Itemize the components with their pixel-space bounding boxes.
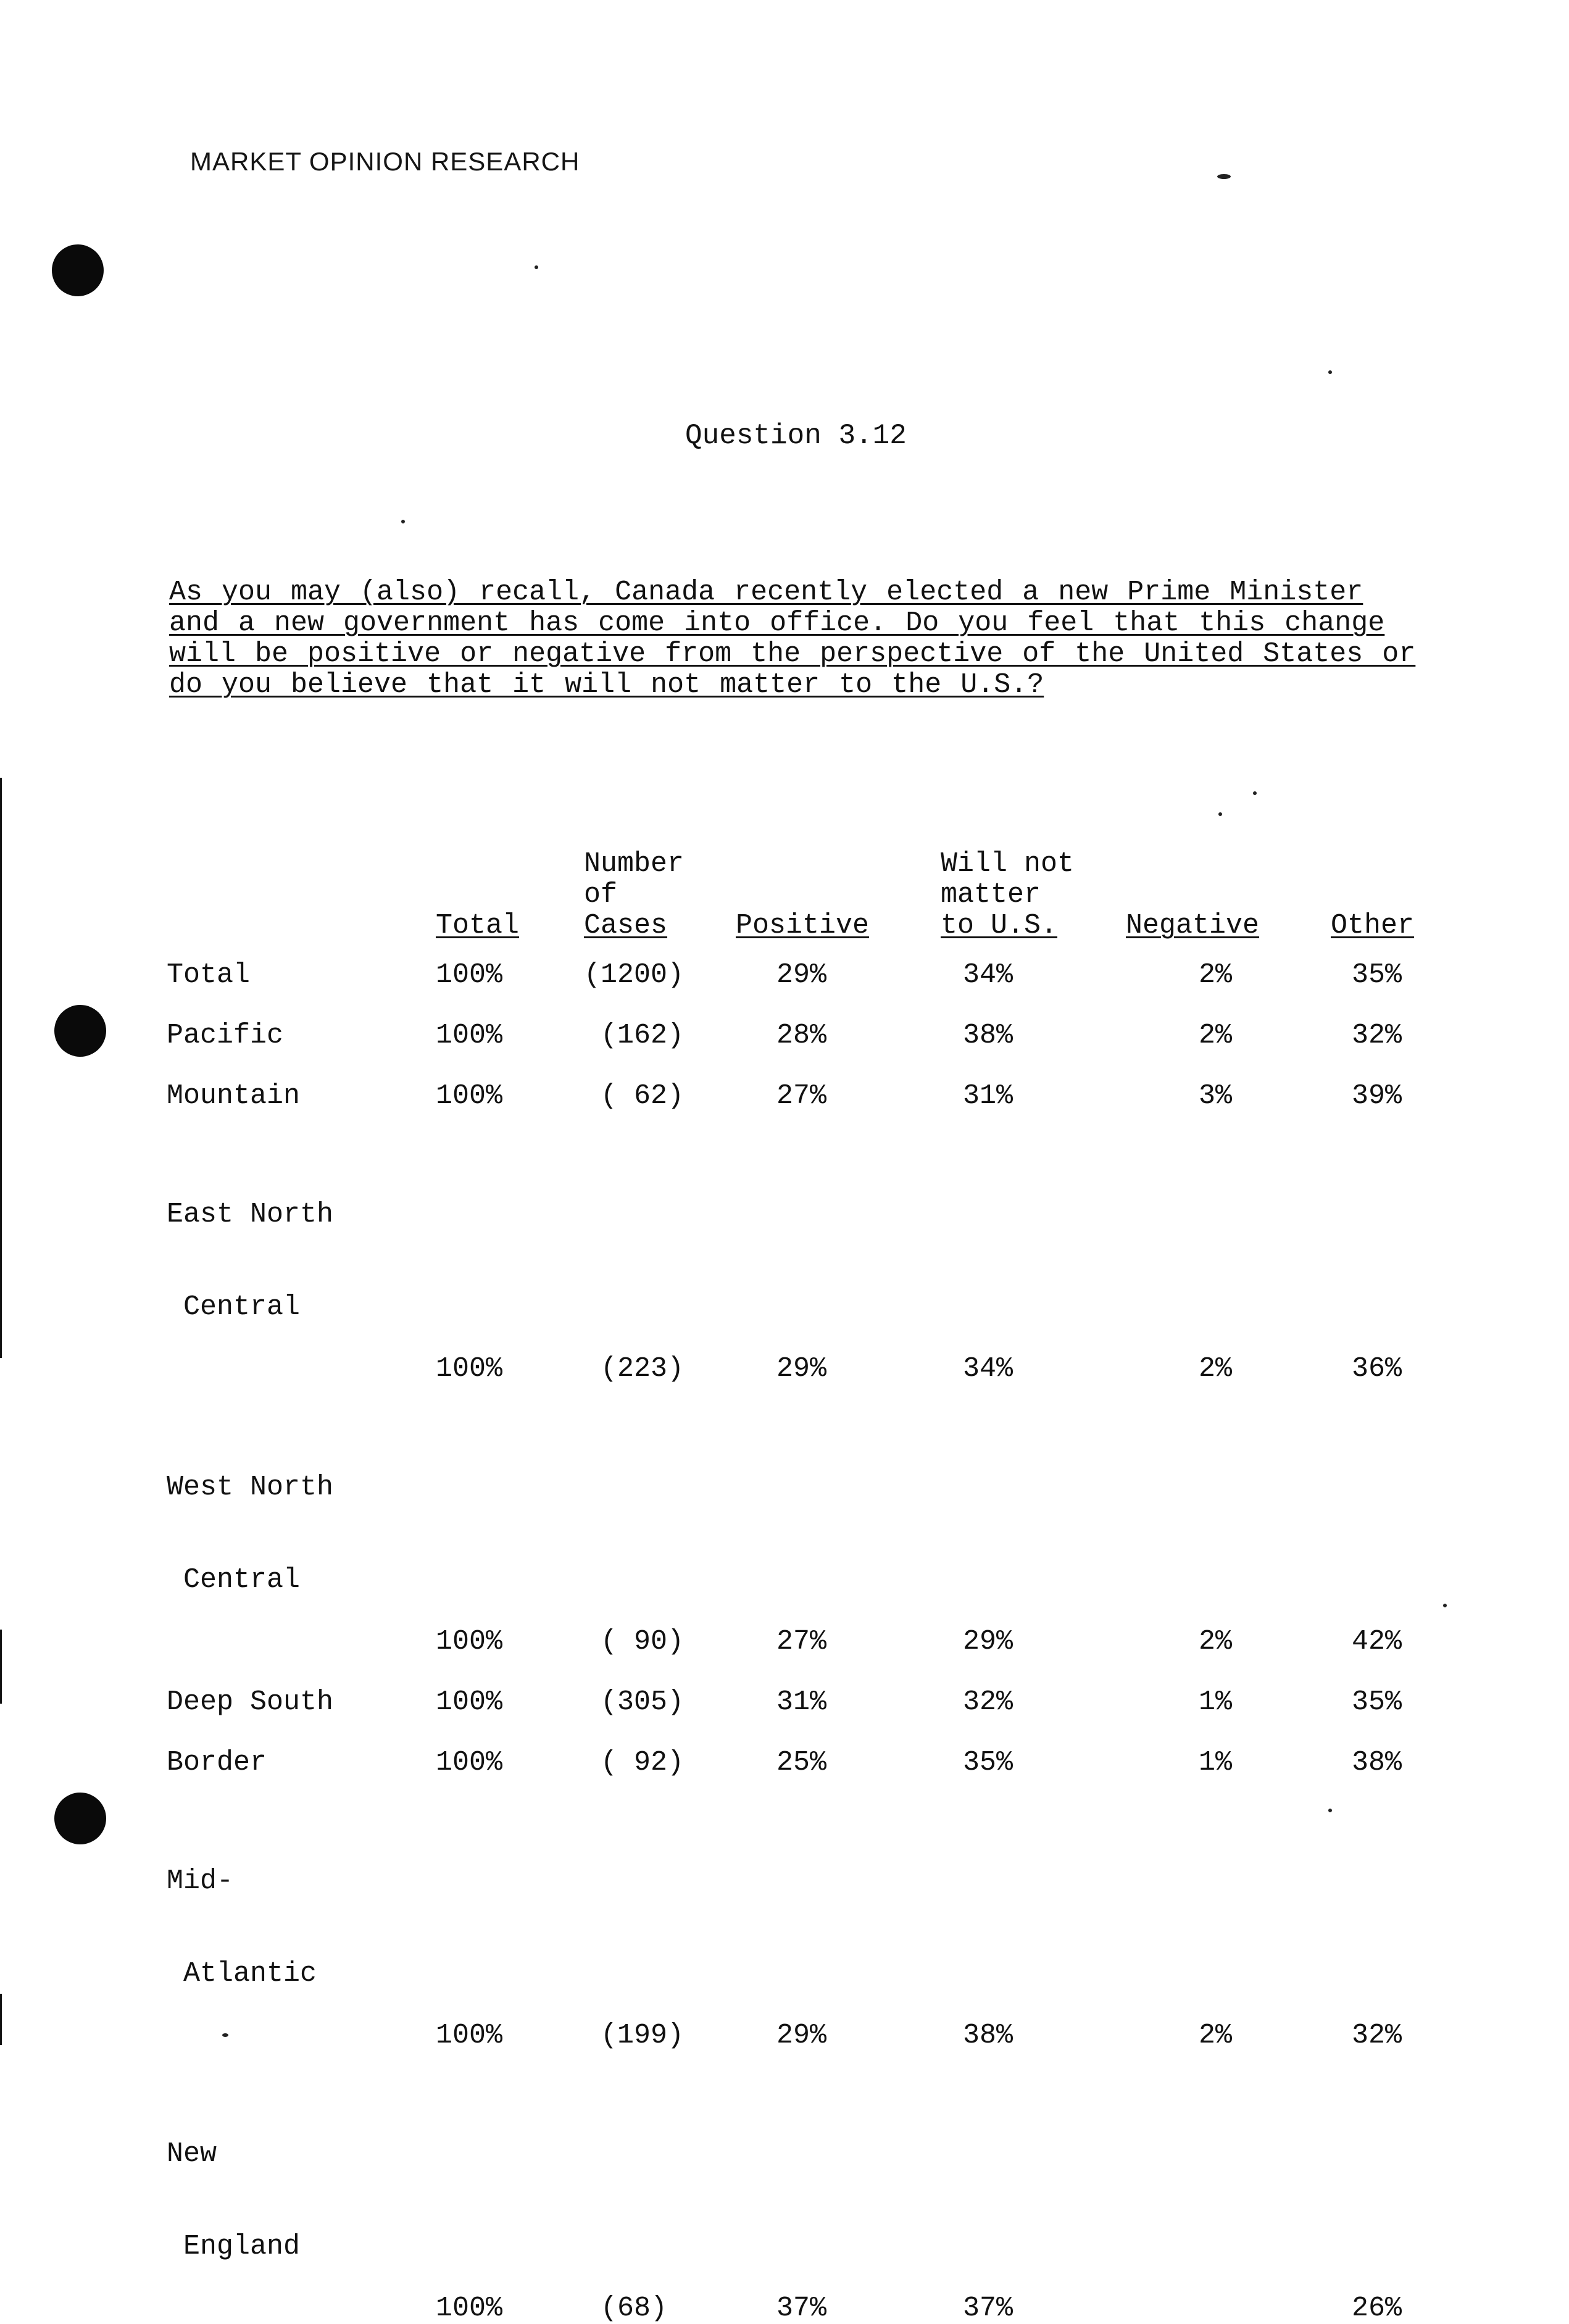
letterhead: MARKET OPINION RESEARCH [190, 147, 580, 176]
header-negative [1126, 849, 1331, 949]
header-number-of-cases [584, 849, 736, 949]
scan-speck [1443, 1604, 1447, 1607]
row-negative: 2% [1199, 1020, 1233, 1051]
table-row [167, 1718, 1430, 1778]
row-region [167, 1718, 436, 1778]
row-negative: 2% [1199, 2020, 1233, 2051]
table-row [167, 949, 1430, 991]
header-positive-label: Positive [736, 910, 870, 941]
region-line1: Deep South [167, 1686, 334, 1718]
row-positive: 29% [776, 959, 827, 991]
region-line2: Central [167, 1291, 301, 1323]
header-other [1331, 849, 1430, 949]
row-region [167, 949, 436, 991]
question-text: As you may (also) recall, Canada recently elected a new Prime Minister and a new government has come into office. Do you feel that this change will be positive or negative from the perspective of the United States or do you believe that it will not matter to the U.S.? [169, 577, 1416, 701]
scan-speck [1217, 174, 1231, 179]
row-other: 35% [1352, 1686, 1402, 1718]
row-other: 42% [1352, 1626, 1402, 1657]
header-cases-line2: of [584, 879, 618, 910]
table-body [167, 949, 1430, 2324]
row-cases: (162) [584, 1020, 685, 1051]
header-total [436, 849, 584, 949]
header-cases-line3: Cases [584, 910, 668, 941]
table-row [167, 2051, 1430, 2324]
header-cases-line1: Number [584, 848, 685, 880]
region-line1: Total [167, 959, 251, 991]
scan-speck [1218, 812, 1222, 816]
row-positive: 37% [776, 2293, 827, 2324]
header-total-label: Total [436, 910, 520, 941]
row-negative: 2% [1199, 1353, 1233, 1385]
row-other: 26% [1352, 2293, 1402, 2324]
table-row [167, 1051, 1430, 1112]
row-cases: (199) [584, 2020, 685, 2051]
row-other: 32% [1352, 1020, 1402, 1051]
row-cases: (1200) [584, 959, 685, 991]
row-positive: 29% [776, 1353, 827, 1385]
row-will-not-matter: 29% [963, 1626, 1013, 1657]
row-cases: (68) [584, 2293, 668, 2324]
scan-edge-line [0, 778, 2, 1358]
row-negative [1126, 2051, 1331, 2324]
row-region [167, 2051, 436, 2324]
row-other: 36% [1352, 1353, 1402, 1385]
row-negative: 2% [1199, 1626, 1233, 1657]
row-other: 39% [1352, 1080, 1402, 1112]
row-positive: 27% [776, 1080, 827, 1112]
region-line2: Atlantic [167, 1958, 317, 1989]
row-other: 35% [1352, 959, 1402, 991]
row-region [167, 1657, 436, 1718]
region-line2: England [167, 2231, 301, 2262]
row-cases: ( 92) [584, 1747, 685, 1778]
scan-edge-line [0, 1994, 2, 2045]
results-table [167, 849, 1430, 2324]
row-total: 100% [436, 1747, 503, 1778]
row-will-not-matter: 34% [963, 1353, 1013, 1385]
row-total: 100% [436, 959, 503, 991]
row-other: 32% [1352, 2020, 1402, 2051]
row-total: 100% [436, 1686, 503, 1718]
scan-speck [401, 520, 405, 523]
row-total: 100% [436, 1626, 503, 1657]
row-cases: ( 90) [584, 1626, 685, 1657]
region-line1: Pacific [167, 1020, 284, 1051]
row-positive: 27% [776, 1626, 827, 1657]
region-line1: West North [167, 1472, 334, 1503]
row-region [167, 1051, 436, 1112]
table-row [167, 1385, 1430, 1657]
row-region [167, 1385, 436, 1657]
table-row [167, 991, 1430, 1051]
row-will-not-matter: 37% [963, 2293, 1013, 2324]
header-negative-label: Negative [1126, 910, 1260, 941]
row-will-not-matter: 38% [963, 1020, 1013, 1051]
table-row [167, 1657, 1430, 1718]
punch-hole-top [52, 244, 104, 296]
row-negative: 1% [1199, 1747, 1233, 1778]
row-other: 38% [1352, 1747, 1402, 1778]
table-row [167, 1778, 1430, 2051]
region-line1: Mountain [167, 1080, 301, 1112]
row-region [167, 1112, 436, 1385]
header-will-line2: matter [941, 879, 1041, 910]
region-line1: New [167, 2138, 217, 2170]
region-line1: Mid- [167, 1865, 234, 1897]
row-cases: (223) [584, 1353, 685, 1385]
header-region [167, 849, 436, 949]
row-cases: (305) [584, 1686, 685, 1718]
row-total: 100% [436, 2293, 503, 2324]
region-line1: East North [167, 1199, 334, 1230]
scan-speck [1328, 370, 1332, 374]
row-will-not-matter: 35% [963, 1747, 1013, 1778]
region-line2: Central [167, 1564, 301, 1596]
row-total: 100% [436, 2020, 503, 2051]
row-positive: 31% [776, 1686, 827, 1718]
header-row [167, 849, 1430, 949]
row-will-not-matter: 32% [963, 1686, 1013, 1718]
row-will-not-matter: 38% [963, 2020, 1013, 2051]
row-region [167, 991, 436, 1051]
header-will-line3: to U.S. [941, 910, 1058, 941]
table-row [167, 1112, 1430, 1385]
row-negative: 1% [1199, 1686, 1233, 1718]
row-negative: 3% [1199, 1080, 1233, 1112]
row-positive: 25% [776, 1747, 827, 1778]
row-region [167, 1778, 436, 2051]
scan-speck [535, 265, 538, 269]
row-cases: ( 62) [584, 1080, 685, 1112]
row-total: 100% [436, 1020, 503, 1051]
header-will-not-matter [941, 849, 1126, 949]
row-negative: 2% [1199, 959, 1233, 991]
header-other-label: Other [1331, 910, 1415, 941]
header-positive [736, 849, 941, 949]
row-will-not-matter: 31% [963, 1080, 1013, 1112]
scan-speck [1253, 791, 1257, 795]
row-will-not-matter: 34% [963, 959, 1013, 991]
table-header [167, 849, 1430, 949]
region-line1: Border [167, 1747, 267, 1778]
question-number: Question 3.12 [685, 420, 907, 452]
punch-hole-middle [54, 1005, 106, 1057]
row-total: 100% [436, 1080, 503, 1112]
row-total: 100% [436, 1353, 503, 1385]
row-positive: 28% [776, 1020, 827, 1051]
scan-edge-line [0, 1630, 2, 1704]
punch-hole-bottom [54, 1793, 106, 1844]
row-positive: 29% [776, 2020, 827, 2051]
header-will-line1: Will not [941, 848, 1075, 880]
